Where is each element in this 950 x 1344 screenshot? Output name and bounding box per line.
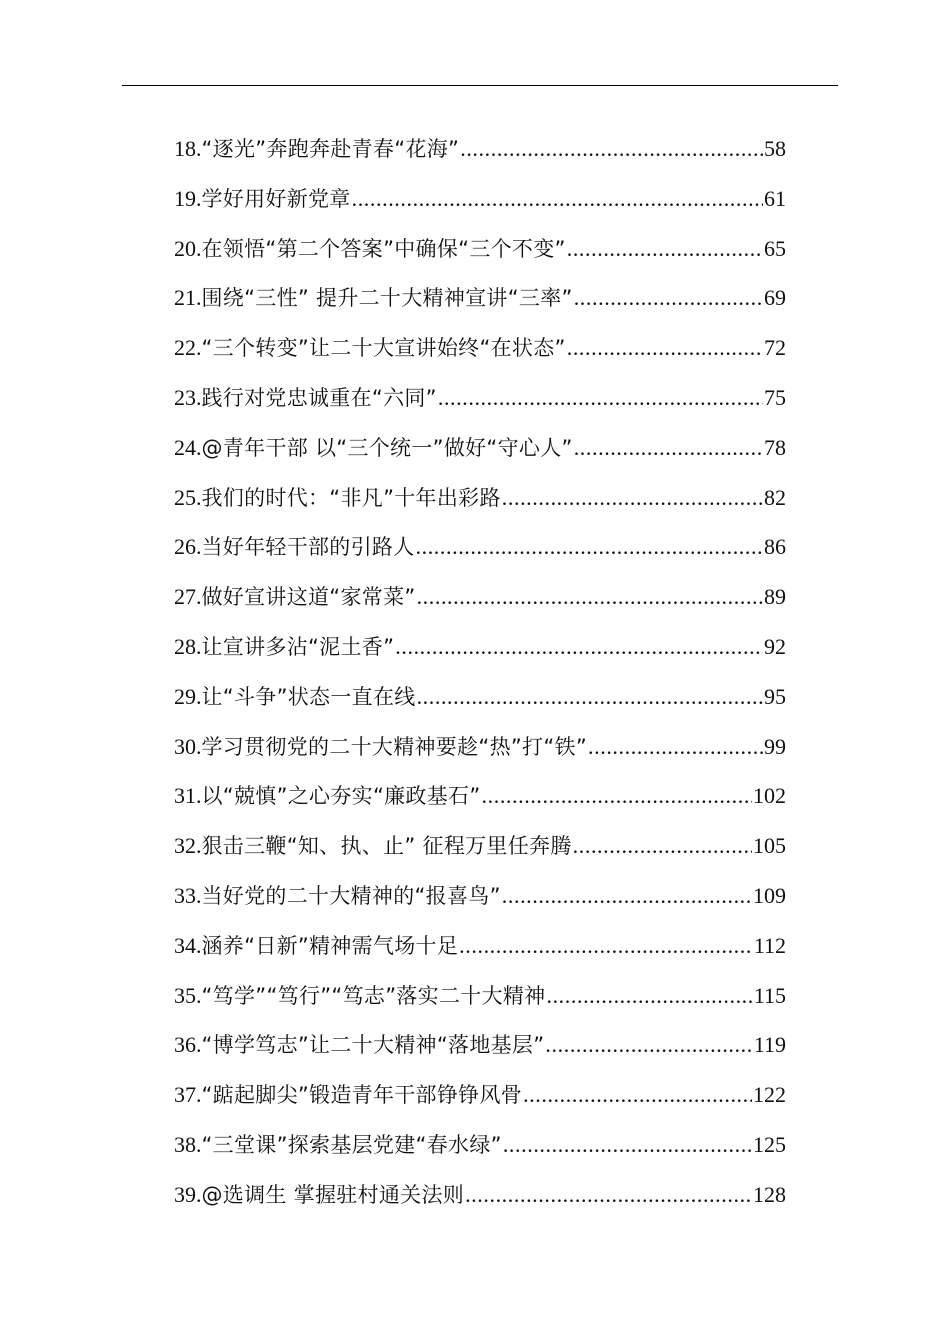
toc-dot-leader [545,1026,752,1064]
toc-entry-21[interactable] [174,279,786,329]
toc-dot-leader [417,578,763,616]
toc-dot-leader [482,777,752,815]
toc-entry-title: 在领悟“第二个答案”中确保“三个不变” [201,236,566,261]
toc-dot-leader [546,977,752,1015]
toc-entry-page: 112 [753,932,786,958]
toc-dot-leader [523,1076,752,1114]
toc-dot-leader [352,180,763,218]
toc-entry-number: 35. [174,982,202,1008]
toc-entry-27[interactable] [174,578,786,628]
toc-dot-leader [503,1126,752,1164]
toc-entry-title: 我们的时代：“非凡”十年出彩路 [201,485,501,510]
toc-entry-page: 95 [764,683,786,709]
toc-entry-title: “笃学”“笃行”“笃志”落实二十大精神 [201,983,546,1008]
toc-entry-number: 32. [174,833,202,859]
header-rule [122,85,838,86]
toc-entry-title: @青年干部 以“三个统一”做好“守心人” [201,435,573,460]
toc-entry-page: 128 [753,1181,786,1207]
toc-entry-35[interactable] [174,977,786,1027]
toc-entry-title: 学好用好新党章 [201,186,351,211]
toc-entry-number: 31. [174,783,202,809]
toc-entry-number: 18. [174,136,202,161]
toc-dot-leader [588,728,763,766]
toc-entry-36[interactable] [174,1026,786,1076]
toc-dot-leader [460,130,763,168]
toc-entry-page: 109 [753,882,786,908]
toc-entry-title: 当好年轻干部的引路人 [201,535,415,560]
toc-entry-number: 23. [174,384,202,410]
toc-entry-title: 让“斗争”状态一直在线 [201,684,416,709]
toc-dot-leader [395,628,763,666]
toc-entry-22[interactable] [174,329,786,379]
toc-dot-leader [574,429,763,467]
toc-entry-page: 78 [764,434,786,460]
toc-entry-page: 58 [764,136,786,161]
toc-entry-page: 72 [764,335,786,361]
toc-entry-number: 38. [174,1131,202,1157]
toc-entry-number: 37. [174,1082,202,1108]
toc-entry-page: 115 [753,982,786,1008]
toc-entry-page: 105 [753,833,786,859]
toc-entry-page: 82 [764,484,786,510]
toc-entry-33[interactable] [174,877,786,927]
toc-entry-number: 24. [174,434,202,460]
toc-entry-page: 102 [753,783,786,809]
toc-entry-title: “三堂课”探索基层党建“春水绿” [201,1132,502,1157]
toc-entry-24[interactable] [174,429,786,479]
table-of-contents [174,130,786,1226]
toc-entry-number: 22. [174,335,202,361]
toc-entry-page: 61 [764,185,786,211]
toc-dot-leader [567,230,763,268]
toc-entry-page: 69 [764,285,786,311]
toc-dot-leader [502,479,763,517]
toc-entry-23[interactable] [174,379,786,429]
toc-entry-number: 27. [174,584,202,610]
toc-entry-30[interactable] [174,728,786,778]
toc-entry-18[interactable] [174,130,786,180]
toc-entry-page: 125 [753,1131,786,1157]
toc-entry-number: 33. [174,882,202,908]
toc-entry-number: 20. [174,235,202,261]
toc-entry-title: “三个转变”让二十大宣讲始终“在状态” [201,336,566,361]
toc-entry-number: 19. [174,185,202,211]
toc-entry-number: 28. [174,633,202,659]
toc-entry-number: 34. [174,932,202,958]
toc-entry-page: 99 [764,733,786,759]
toc-dot-leader [502,877,752,915]
toc-entry-title: 当好党的二十大精神的“报喜鸟” [201,883,501,908]
toc-entry-39[interactable] [174,1176,786,1226]
toc-entry-25[interactable] [174,479,786,529]
toc-entry-title: 学习贯彻党的二十大精神要趁“热”打“铁” [201,734,588,759]
toc-entry-32[interactable] [174,827,786,877]
toc-entry-28[interactable] [174,628,786,678]
toc-entry-page: 119 [753,1032,786,1058]
toc-entry-title: 践行对党忠诚重在“六同” [201,385,437,410]
toc-entry-37[interactable] [174,1076,786,1126]
toc-entry-title: “逐光”奔跑奔赴青春“花海” [201,137,460,161]
toc-entry-title: @选调生 掌握驻村通关法则 [201,1182,465,1207]
toc-entry-title: 涵养“日新”精神需气场十足 [201,933,459,958]
toc-entry-number: 30. [174,733,202,759]
toc-entry-title: 让宣讲多沾“泥土香” [201,634,395,659]
toc-entry-page: 122 [753,1082,786,1108]
toc-dot-leader [567,329,763,367]
toc-entry-number: 29. [174,683,202,709]
toc-entry-26[interactable] [174,528,786,578]
toc-dot-leader [438,379,763,417]
toc-entry-number: 36. [174,1032,202,1058]
toc-entry-38[interactable] [174,1126,786,1176]
toc-dot-leader [416,528,764,566]
toc-entry-19[interactable] [174,180,786,230]
toc-entry-31[interactable] [174,777,786,827]
toc-entry-title: 狠击三鞭“知、执、止” 征程万里任奔腾 [201,834,572,859]
toc-dot-leader [573,827,752,865]
toc-entry-page: 92 [764,633,786,659]
toc-entry-title: 以“兢慎”之心夯实“廉政基石” [201,784,481,809]
toc-entry-number: 21. [174,285,202,311]
toc-dot-leader [417,678,763,716]
toc-dot-leader [459,927,753,965]
toc-dot-leader [574,279,763,317]
toc-entry-number: 25. [174,484,202,510]
toc-entry-page: 75 [764,384,786,410]
toc-entry-20[interactable] [174,230,786,280]
toc-entry-page: 86 [764,534,786,560]
toc-entry-page: 65 [764,235,786,261]
toc-entry-34[interactable] [174,927,786,977]
toc-entry-page: 89 [764,584,786,610]
toc-entry-title: 做好宣讲这道“家常菜” [201,585,416,610]
toc-entry-title: “踮起脚尖”锻造青年干部铮铮风骨 [201,1083,523,1108]
toc-entry-number: 26. [174,534,202,560]
toc-entry-title: 围绕“三性” 提升二十大精神宣讲“三率” [201,286,573,311]
toc-entry-29[interactable] [174,678,786,728]
toc-dot-leader [465,1176,752,1214]
toc-entry-number: 39. [174,1181,202,1207]
toc-entry-title: “博学笃志”让二十大精神“落地基层” [201,1033,545,1058]
